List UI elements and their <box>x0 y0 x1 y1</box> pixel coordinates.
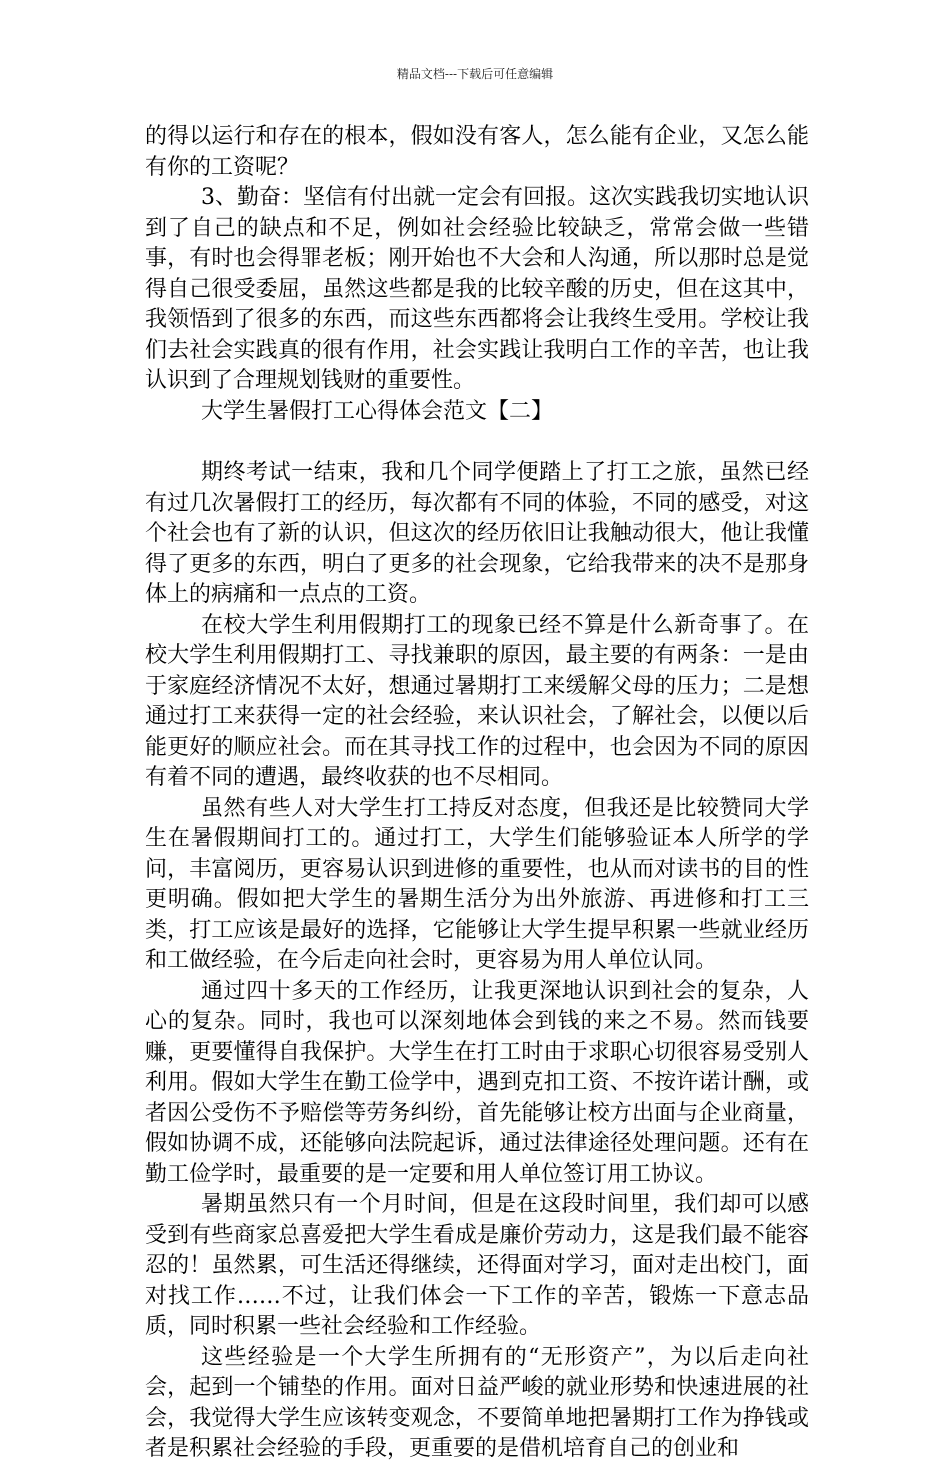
blank-line <box>145 427 809 458</box>
paragraph: 在校大学生利用假期打工的现象已经不算是什么新奇事了。在校大学生利用假期打工、寻找兼职的原因，最主要的有两条：一是由于家庭经济情况不太好，想通过暑期打工来缓解父母的压力；二是想通过打工来获得一定的社会经验，来认识社会，了解社会，以便以后能更好的顺应社会。而在其寻找工作的过程中，也会因为不同的原因有着不同的遭遇，最终收获的也不尽相同。 <box>145 612 809 790</box>
paragraph-diligence: 3、勤奋：坚信有付出就一定会有回报。这次实践我切实地认识到了自己的缺点和不足，例如社会经验比较缺乏，常常会做一些错事，有时也会得罪老板；刚开始也不大会和人沟通，所以那时总是觉得自己很受委屈，虽然这些都是我的比较辛酸的历史，但在这其中，我领悟到了很多的东西，而这些东西都将会让我终生受用。学校让我们去社会实践真的很有作用，社会实践让我明白工作的辛苦，也让我认识到了合理规划钱财的重要性。 <box>145 185 809 393</box>
paragraph: 这些经验是一个大学生所拥有的“无形资产”，为以后走向社会，起到一个铺垫的作用。面对日益严峻的就业形势和快速进展的社会，我觉得大学生应该转变观念，不要简单地把暑期打工作为挣钱或者是积累社会经验的手段，更重要的是借机培育自己的创业和 <box>145 1344 809 1461</box>
document-body <box>145 122 809 1465</box>
section-heading: 大学生暑假打工心得体会范文【二】 <box>201 398 554 424</box>
paragraph: 期终考试一结束，我和几个同学便踏上了打工之旅，虽然已经有过几次暑假打工的经历，每次都有不同的体验，不同的感受，对这个社会也有了新的认识，但这次的经历依旧让我触动很大，他让我懂得了更多的东西，明白了更多的社会现象，它给我带来的决不是那身体上的病痛和一点点的工资。 <box>145 460 809 607</box>
paragraph: 暑期虽然只有一个月时间，但是在这段时间里，我们却可以感受到有些商家总喜爱把大学生看成是廉价劳动力，这是我们最不能容忍的！虽然累，可生活还得继续，还得面对学习，面对走出校门，面对找工作……不过，让我们体会一下工作的辛苦，锻炼一下意志品质，同时积累一些社会经验和工作经验。 <box>145 1192 809 1339</box>
paragraph: 通过四十多天的工作经历，让我更深地认识到社会的复杂，人心的复杂。同时，我也可以深刻地体会到钱的来之不易。然而钱要赚，更要懂得自我保护。大学生在打工时由于求职心切很容易受别人利用。假如大学生在勤工俭学中，遇到克扣工资、不按许诺计酬，或者因公受伤不予赔偿等劳务纠纷，首先能够让校方出面与企业商量，假如协调不成，还能够向法院起诉，通过法律途径处理问题。还有在勤工俭学时，最重要的是一定要和用人单位签订用工协议。 <box>145 978 809 1187</box>
paragraph: 虽然有些人对大学生打工持反对态度，但我还是比较赞同大学生在暑假期间打工的。通过打工，大学生们能够验证本人所学的学问，丰富阅历，更容易认识到进修的重要性，也从而对读书的目的性更明确。假如把大学生的暑期生活分为出外旅游、再进修和打工三类，打工应该是最好的选择，它能够让大学生提早积累一些就业经历和工做经验，在今后走向社会时，更容易为用人单位认同。 <box>145 795 809 973</box>
paragraph-continuation: 的得以运行和存在的根本，假如没有客人，怎么能有企业，又怎么能有你的工资呢？ <box>145 124 809 180</box>
page-header: 精品文档---下载后可任意编辑 <box>396 67 554 81</box>
